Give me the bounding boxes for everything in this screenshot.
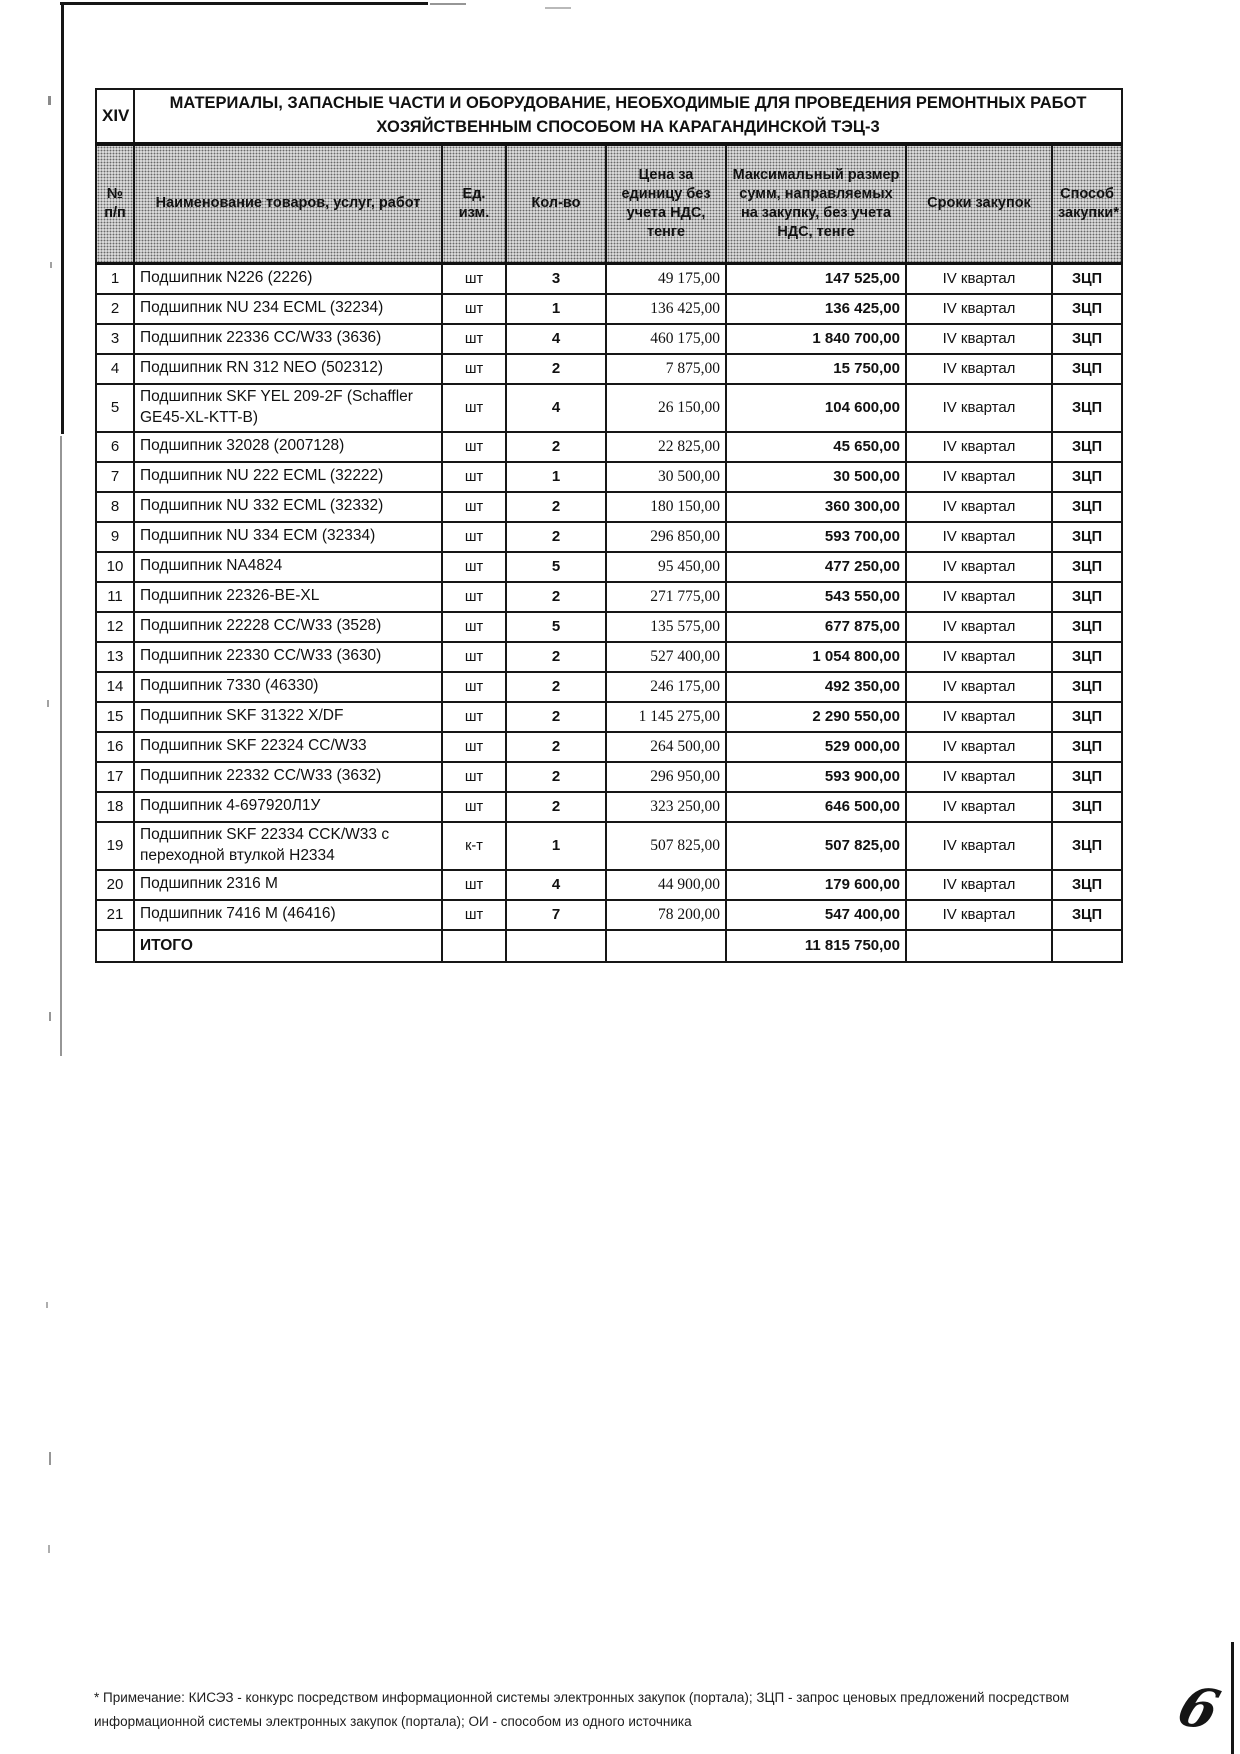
max-sum-cell: 492 350,00: [726, 672, 906, 702]
method-cell: ЗЦП: [1052, 672, 1122, 702]
method-cell: ЗЦП: [1052, 354, 1122, 384]
quantity-cell: 2: [506, 762, 606, 792]
unit-cell: шт: [442, 324, 506, 354]
scan-speck: [49, 1452, 51, 1465]
table-row: [96, 354, 1122, 384]
scan-edge-line-top: [60, 2, 428, 5]
total-empty-cell: [96, 930, 134, 962]
unit-price-cell: 136 425,00: [606, 294, 726, 324]
row-number-cell: 16: [96, 732, 134, 762]
unit-cell: шт: [442, 612, 506, 642]
row-number-cell: 14: [96, 672, 134, 702]
quantity-cell: 2: [506, 732, 606, 762]
term-cell: IV квартал: [906, 432, 1052, 462]
total-empty-cell: [506, 930, 606, 962]
unit-cell: шт: [442, 492, 506, 522]
unit-cell: шт: [442, 294, 506, 324]
item-name-cell: Подшипник SKF 22324 CC/W33: [134, 732, 442, 762]
handwritten-page-number: 6: [1170, 1674, 1227, 1742]
total-empty-cell: [442, 930, 506, 962]
quantity-cell: 2: [506, 792, 606, 822]
item-name-cell: Подшипник NA4824: [134, 552, 442, 582]
term-cell: IV квартал: [906, 384, 1052, 432]
max-sum-cell: 593 700,00: [726, 522, 906, 552]
unit-cell: шт: [442, 263, 506, 294]
col-header-num: № п/п: [96, 144, 134, 264]
row-number-cell: 10: [96, 552, 134, 582]
method-cell: ЗЦП: [1052, 522, 1122, 552]
max-sum-cell: 477 250,00: [726, 552, 906, 582]
max-sum-cell: 646 500,00: [726, 792, 906, 822]
quantity-cell: 4: [506, 324, 606, 354]
max-sum-cell: 147 525,00: [726, 263, 906, 294]
col-header-term: Сроки закупок: [906, 144, 1052, 264]
quantity-cell: 2: [506, 702, 606, 732]
unit-price-cell: 296 950,00: [606, 762, 726, 792]
term-cell: IV квартал: [906, 732, 1052, 762]
table-row: [96, 324, 1122, 354]
total-sum-value: 11 815 750,00: [726, 930, 906, 962]
unit-price-cell: 78 200,00: [606, 900, 726, 930]
item-name-cell: Подшипник NU 234 ECML (32234): [134, 294, 442, 324]
quantity-cell: 1: [506, 822, 606, 870]
item-name-cell: Подшипник SKF 31322 X/DF: [134, 702, 442, 732]
quantity-cell: 2: [506, 492, 606, 522]
row-number-cell: 7: [96, 462, 134, 492]
method-cell: ЗЦП: [1052, 263, 1122, 294]
section-number: XIV: [96, 89, 134, 144]
total-empty-cell: [906, 930, 1052, 962]
method-cell: ЗЦП: [1052, 552, 1122, 582]
method-cell: ЗЦП: [1052, 870, 1122, 900]
unit-price-cell: 180 150,00: [606, 492, 726, 522]
unit-cell: шт: [442, 732, 506, 762]
unit-cell: шт: [442, 384, 506, 432]
item-name-cell: Подшипник 7416 М (46416): [134, 900, 442, 930]
row-number-cell: 9: [96, 522, 134, 552]
unit-cell: к-т: [442, 822, 506, 870]
unit-price-cell: 246 175,00: [606, 672, 726, 702]
method-cell: ЗЦП: [1052, 702, 1122, 732]
table-body: [96, 263, 1122, 929]
term-cell: IV квартал: [906, 522, 1052, 552]
term-cell: IV квартал: [906, 294, 1052, 324]
method-cell: ЗЦП: [1052, 732, 1122, 762]
quantity-cell: 5: [506, 612, 606, 642]
scan-edge-line-right: [1231, 1642, 1234, 1754]
row-number-cell: 1: [96, 263, 134, 294]
method-cell: ЗЦП: [1052, 324, 1122, 354]
unit-price-cell: 7 875,00: [606, 354, 726, 384]
max-sum-cell: 543 550,00: [726, 582, 906, 612]
item-name-cell: Подшипник NU 222 ECML (32222): [134, 462, 442, 492]
unit-price-cell: 95 450,00: [606, 552, 726, 582]
max-sum-cell: 360 300,00: [726, 492, 906, 522]
quantity-cell: 4: [506, 870, 606, 900]
unit-price-cell: 22 825,00: [606, 432, 726, 462]
unit-cell: шт: [442, 702, 506, 732]
row-number-cell: 17: [96, 762, 134, 792]
term-cell: IV квартал: [906, 792, 1052, 822]
unit-cell: шт: [442, 354, 506, 384]
item-name-cell: Подшипник NU 332 ECML (32332): [134, 492, 442, 522]
unit-cell: шт: [442, 552, 506, 582]
term-cell: IV квартал: [906, 870, 1052, 900]
unit-price-cell: 507 825,00: [606, 822, 726, 870]
item-name-cell: Подшипник 22326-BE-XL: [134, 582, 442, 612]
max-sum-cell: 30 500,00: [726, 462, 906, 492]
method-cell: ЗЦП: [1052, 462, 1122, 492]
col-header-qty: Кол-во: [506, 144, 606, 264]
table-row: [96, 263, 1122, 294]
method-cell: ЗЦП: [1052, 792, 1122, 822]
quantity-cell: 1: [506, 294, 606, 324]
item-name-cell: Подшипник SKF 22334 CCK/W33 с переходной втулкой H2334: [134, 822, 442, 870]
footnote: * Примечание: КИСЭЗ - конкурс посредством информационной системы электронных закупок (портала); ЗЦП - запрос ценовых предложений посредством информационной системы электронных закупок (портала); ОИ - способом из одного источника: [94, 1690, 1070, 1729]
unit-price-cell: 44 900,00: [606, 870, 726, 900]
table-row: [96, 732, 1122, 762]
scan-speck: [47, 700, 49, 707]
table-row: [96, 792, 1122, 822]
row-number-cell: 18: [96, 792, 134, 822]
item-name-cell: Подшипник 32028 (2007128): [134, 432, 442, 462]
unit-cell: шт: [442, 870, 506, 900]
quantity-cell: 5: [506, 552, 606, 582]
item-name-cell: Подшипник 22228 CC/W33 (3528): [134, 612, 442, 642]
scan-edge-line-top-faint: [545, 7, 571, 9]
quantity-cell: 2: [506, 642, 606, 672]
total-empty-cell: [606, 930, 726, 962]
row-number-cell: 19: [96, 822, 134, 870]
method-cell: ЗЦП: [1052, 294, 1122, 324]
term-cell: IV квартал: [906, 762, 1052, 792]
quantity-cell: 2: [506, 672, 606, 702]
col-header-unit: Ед. изм.: [442, 144, 506, 264]
unit-price-cell: 30 500,00: [606, 462, 726, 492]
scan-edge-line-left-faint: [60, 436, 62, 1056]
table-row: [96, 702, 1122, 732]
term-cell: IV квартал: [906, 702, 1052, 732]
row-number-cell: 20: [96, 870, 134, 900]
term-cell: IV квартал: [906, 552, 1052, 582]
unit-price-cell: 1 145 275,00: [606, 702, 726, 732]
total-row: [96, 930, 1122, 962]
table-row: [96, 462, 1122, 492]
method-cell: ЗЦП: [1052, 384, 1122, 432]
method-cell: ЗЦП: [1052, 762, 1122, 792]
max-sum-cell: 1 840 700,00: [726, 324, 906, 354]
item-name-cell: Подшипник 22336 CC/W33 (3636): [134, 324, 442, 354]
table-row: [96, 672, 1122, 702]
row-number-cell: 3: [96, 324, 134, 354]
unit-price-cell: 26 150,00: [606, 384, 726, 432]
col-header-sum: Максимальный размер сумм, направляемых на закупку, без учета НДС, тенге: [726, 144, 906, 264]
table-row: [96, 384, 1122, 432]
col-header-method: Способ закупки*: [1052, 144, 1122, 264]
unit-price-cell: 527 400,00: [606, 642, 726, 672]
max-sum-cell: 136 425,00: [726, 294, 906, 324]
unit-price-cell: 264 500,00: [606, 732, 726, 762]
method-cell: ЗЦП: [1052, 432, 1122, 462]
table-row: [96, 432, 1122, 462]
term-cell: IV квартал: [906, 582, 1052, 612]
section-title-row: [96, 89, 1122, 144]
scan-speck: [48, 96, 51, 105]
unit-cell: шт: [442, 522, 506, 552]
unit-cell: шт: [442, 762, 506, 792]
table-row: [96, 582, 1122, 612]
term-cell: IV квартал: [906, 612, 1052, 642]
unit-price-cell: 296 850,00: [606, 522, 726, 552]
term-cell: IV квартал: [906, 462, 1052, 492]
max-sum-cell: 45 650,00: [726, 432, 906, 462]
row-number-cell: 13: [96, 642, 134, 672]
method-cell: ЗЦП: [1052, 900, 1122, 930]
scan-speck: [50, 262, 52, 268]
row-number-cell: 8: [96, 492, 134, 522]
column-header-row: [96, 144, 1122, 264]
quantity-cell: 2: [506, 432, 606, 462]
max-sum-cell: 104 600,00: [726, 384, 906, 432]
table-row: [96, 900, 1122, 930]
table-row: [96, 522, 1122, 552]
term-cell: IV квартал: [906, 642, 1052, 672]
max-sum-cell: 547 400,00: [726, 900, 906, 930]
term-cell: IV квартал: [906, 324, 1052, 354]
term-cell: IV квартал: [906, 822, 1052, 870]
row-number-cell: 11: [96, 582, 134, 612]
table-row: [96, 762, 1122, 792]
table-row: [96, 492, 1122, 522]
row-number-cell: 6: [96, 432, 134, 462]
item-name-cell: Подшипник 4-697920Л1У: [134, 792, 442, 822]
max-sum-cell: 593 900,00: [726, 762, 906, 792]
row-number-cell: 12: [96, 612, 134, 642]
procurement-table: [95, 88, 1123, 963]
scan-edge-line-top-faint: [430, 3, 466, 5]
total-empty-cell: [1052, 930, 1122, 962]
method-cell: ЗЦП: [1052, 612, 1122, 642]
table-row: [96, 612, 1122, 642]
max-sum-cell: 1 054 800,00: [726, 642, 906, 672]
method-cell: ЗЦП: [1052, 642, 1122, 672]
quantity-cell: 1: [506, 462, 606, 492]
table-row: [96, 294, 1122, 324]
unit-price-cell: 271 775,00: [606, 582, 726, 612]
row-number-cell: 21: [96, 900, 134, 930]
unit-cell: шт: [442, 582, 506, 612]
scan-edge-line-left: [61, 2, 64, 434]
item-name-cell: Подшипник 7330 (46330): [134, 672, 442, 702]
max-sum-cell: 507 825,00: [726, 822, 906, 870]
table-row: [96, 822, 1122, 870]
unit-cell: шт: [442, 642, 506, 672]
row-number-cell: 4: [96, 354, 134, 384]
unit-price-cell: 460 175,00: [606, 324, 726, 354]
item-name-cell: Подшипник 22332 CC/W33 (3632): [134, 762, 442, 792]
item-name-cell: Подшипник SKF YEL 209-2F (Schaffler GE45-XL-KTT-B): [134, 384, 442, 432]
item-name-cell: Подшипник 2316 М: [134, 870, 442, 900]
unit-price-cell: 49 175,00: [606, 263, 726, 294]
unit-cell: шт: [442, 432, 506, 462]
unit-cell: шт: [442, 792, 506, 822]
item-name-cell: Подшипник NU 334 ECM (32334): [134, 522, 442, 552]
unit-price-cell: 323 250,00: [606, 792, 726, 822]
quantity-cell: 4: [506, 384, 606, 432]
max-sum-cell: 15 750,00: [726, 354, 906, 384]
term-cell: IV квартал: [906, 263, 1052, 294]
max-sum-cell: 179 600,00: [726, 870, 906, 900]
max-sum-cell: 529 000,00: [726, 732, 906, 762]
item-name-cell: Подшипник N226 (2226): [134, 263, 442, 294]
scan-speck: [48, 1545, 50, 1553]
item-name-cell: Подшипник 22330 CC/W33 (3630): [134, 642, 442, 672]
scan-speck: [49, 1012, 51, 1021]
row-number-cell: 5: [96, 384, 134, 432]
unit-cell: шт: [442, 900, 506, 930]
table-row: [96, 642, 1122, 672]
section-title: МАТЕРИАЛЫ, ЗАПАСНЫЕ ЧАСТИ И ОБОРУДОВАНИЕ, НЕОБХОДИМЫЕ ДЛЯ ПРОВЕДЕНИЯ РЕМОНТНЫХ РАБОТ ХОЗЯЙСТВЕННЫМ СПОСОБОМ НА КАРАГАНДИНСКОЙ ТЭЦ-3: [134, 89, 1122, 144]
scan-speck: [46, 1302, 48, 1308]
quantity-cell: 3: [506, 263, 606, 294]
total-label: ИТОГО: [134, 930, 442, 962]
term-cell: IV квартал: [906, 492, 1052, 522]
term-cell: IV квартал: [906, 354, 1052, 384]
quantity-cell: 2: [506, 582, 606, 612]
method-cell: ЗЦП: [1052, 822, 1122, 870]
method-cell: ЗЦП: [1052, 582, 1122, 612]
item-name-cell: Подшипник RN 312 NEO (502312): [134, 354, 442, 384]
term-cell: IV квартал: [906, 672, 1052, 702]
table-row: [96, 870, 1122, 900]
quantity-cell: 2: [506, 354, 606, 384]
max-sum-cell: 677 875,00: [726, 612, 906, 642]
quantity-cell: 7: [506, 900, 606, 930]
row-number-cell: 2: [96, 294, 134, 324]
max-sum-cell: 2 290 550,00: [726, 702, 906, 732]
unit-cell: шт: [442, 462, 506, 492]
method-cell: ЗЦП: [1052, 492, 1122, 522]
row-number-cell: 15: [96, 702, 134, 732]
col-header-price: Цена за единицу без учета НДС, тенге: [606, 144, 726, 264]
unit-price-cell: 135 575,00: [606, 612, 726, 642]
quantity-cell: 2: [506, 522, 606, 552]
unit-cell: шт: [442, 672, 506, 702]
table-row: [96, 552, 1122, 582]
term-cell: IV квартал: [906, 900, 1052, 930]
col-header-name: Наименование товаров, услуг, работ: [134, 144, 442, 264]
